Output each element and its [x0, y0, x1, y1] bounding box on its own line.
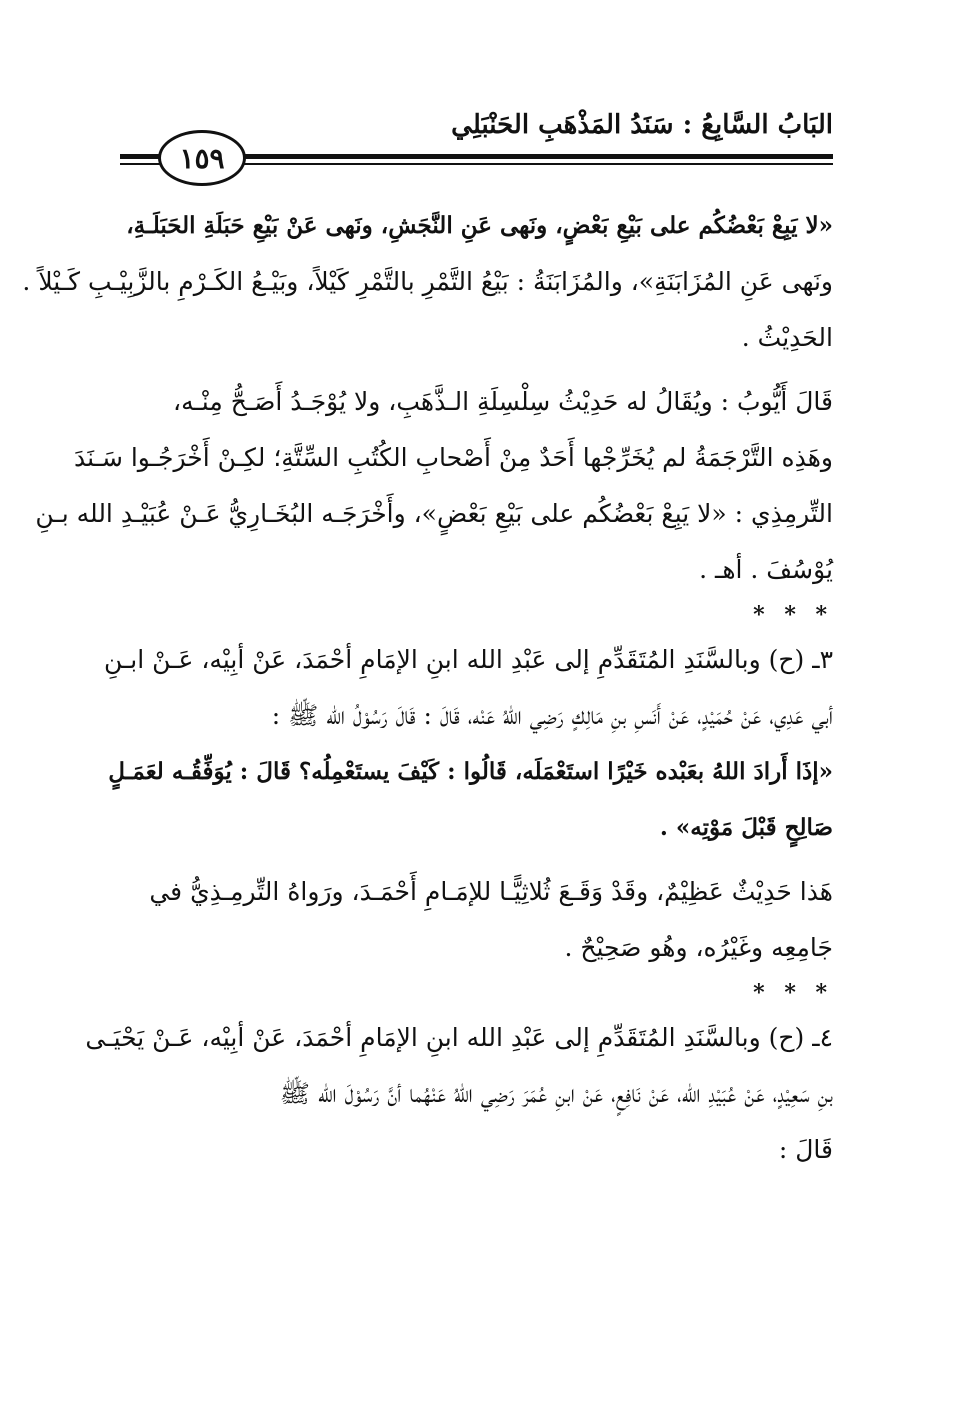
text-line: التِّرمِذِي : «لا يَبِعْ بَعْضُكُم على بَيْعِ بَعْضٍ»، وأَخْرَجَـه البُخَـارِيُّ عَـنْ عُبَيْـدِ الله بـنِ	[35, 499, 833, 528]
text-line: قَالَ :	[778, 1135, 833, 1164]
text-line: جَامِعِه وغَيْرُه، وهُو صَحِيْحٌ .	[564, 933, 833, 962]
section-separator: * * *	[753, 602, 833, 628]
text-line: ٤ـ (ح) وبالسَّنَدِ المُتَقَدِّمِ إلى عَبْدِ الله ابنِ الإمَامِ أحْمَدَ، عَنْ أبِيْه، عَـنْ يَحْيَـى	[85, 1023, 833, 1052]
text-line: قَالَ أَيُّوبُ : ويُقَالُ له حَدِيْثُ سِلْسِلَةِ الـذَّهَبِ، ولا يُوْجَـدُ أَصَـحُّ مِنْـه،	[173, 387, 833, 416]
text-line: الحَدِيْثُ .	[741, 323, 833, 352]
hadith-line: «إذَا أَرادَ اللهُ بعَبْده خَيْرًا استَعْمَلَه، قَالُوا : كَيْفَ يستَعْمِلُه؟ قَالَ : يُوَفِّقُـه لعَمَـلٍ	[108, 758, 833, 785]
text-line: يُوْسُفَ . أهـ .	[699, 555, 833, 584]
text-line: ٣ـ (ح) وبالسَّنَدِ المُتَقَدِّمِ إلى عَبْدِ الله ابنِ الإمَامِ أحْمَدَ، عَنْ أبِيْه، عَـنْ ابـنِ	[103, 645, 833, 674]
text-line: وهَذِه التَّرْجَمَةُ لم يُخَرِّجْها أَحَدٌ مِنْ أَصْحابِ الكُتُبِ السِّتَّةِ؛ لكِـنْ أَخْرَجُـوا سَـنَدَ	[73, 443, 833, 472]
text-line: ونَهى عَنِ المُزَابَنَةِ»، والمُزَابَنَةُ : بَيْعُ التَّمْرِ بالتَّمْرِ كَيْلاً، وبَيْـعُ الكَـرْمِ بالزَّبِيْـبِ كَـيْلاً .	[22, 267, 833, 296]
text-line: أبي عَدِي، عَنْ حُمَيْدٍ، عَنْ أَنَسِ بنِ مَالِكٍ رَضِي اللهُ عَنْه، قَالَ : قَالَ رَسُوْلُ الله ﷺ :	[271, 701, 833, 730]
text-line: هَذا حَدِيْثٌ عَظِيْمٌ، وقَدْ وَقَـعَ ثُلاثِيًّـا للإمَـامِ أَحْمَـدَ، ورَواهُ التِّرمِـذِيُّ في	[149, 877, 833, 906]
section-separator: * * *	[753, 980, 833, 1006]
text-line: بنِ سَعِيْدٍ، عَنْ عُبَيْدِ الله، عَنْ نَافِعٍ، عَنْ ابنِ عُمَرَ رَضِي اللهُ عَنْهُما أنَّ رَسُوْلَ الله ﷺ	[279, 1079, 833, 1108]
page-number-badge: ١٥٩	[158, 130, 246, 186]
hadith-line: «لا يَبِعْ بَعْضُكُم على بَيْعِ بَعْضٍ، ونَهى عَنِ النَّجَشِ، ونَهى عَنْ بَيْعِ حَبَلَةِ الحَبَلَـةِ،	[126, 212, 833, 239]
hadith-line: صَالِحٍ قَبْلَ مَوْتِه» .	[659, 814, 833, 841]
main-text	[22, 198, 833, 1178]
running-header-title: البَابُ السَّابِعُ : سَنَدُ المَذْهَبِ الحَنْبَلِي	[451, 110, 833, 140]
